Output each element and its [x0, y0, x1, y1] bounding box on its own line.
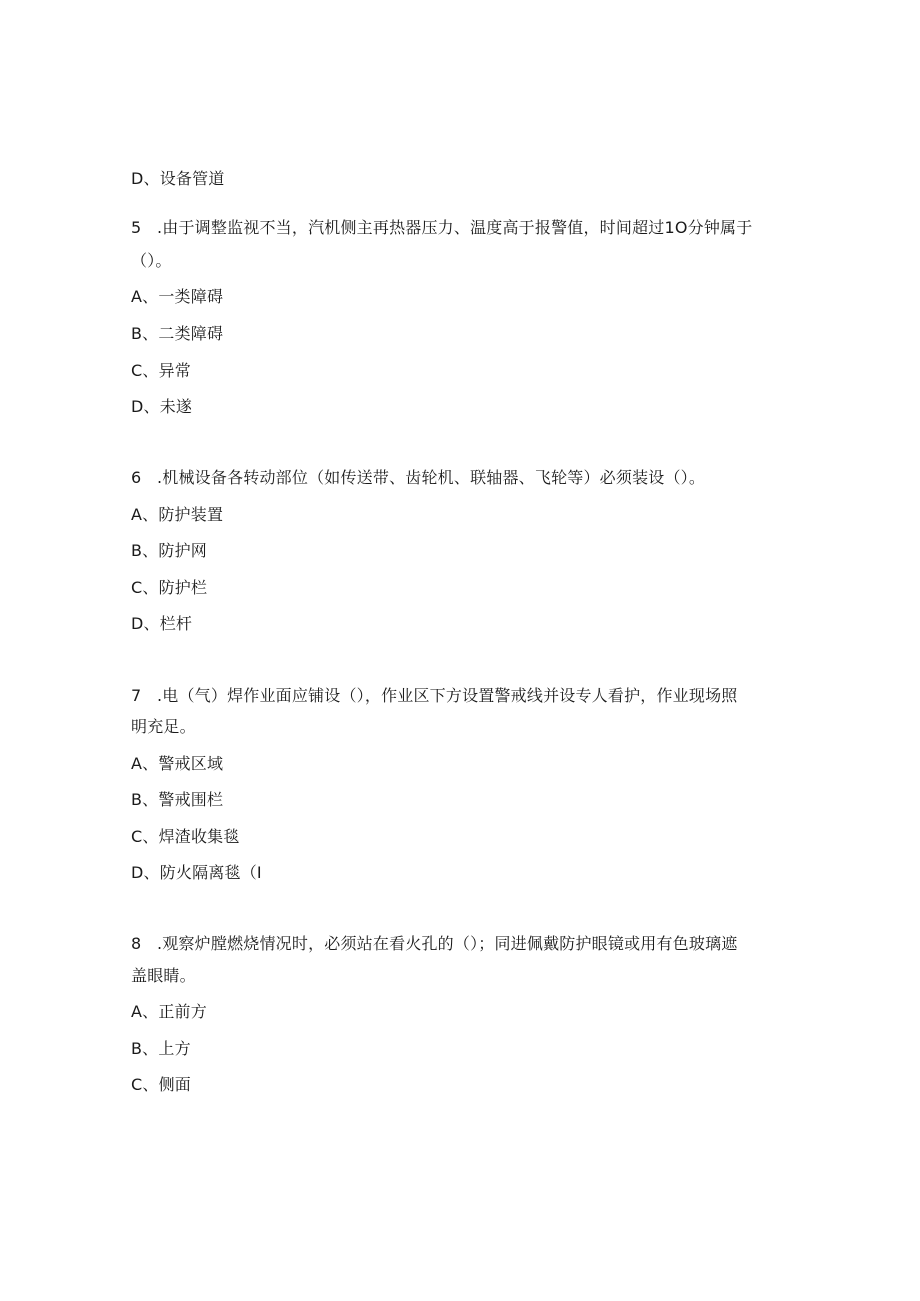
question-number: 6 [131, 468, 142, 487]
question-8 [131, 936, 738, 952]
q8-option-b: B、上方 [131, 1039, 191, 1058]
q8-option-a: A、正前方 [131, 1002, 207, 1021]
question-7-continuation: 明充足。 [131, 717, 196, 736]
question-number: 5 [131, 218, 142, 237]
q5-option-a: A、一类障碍 [131, 287, 224, 306]
q6-option-c: C、防护栏 [131, 578, 208, 597]
question-text: .由于调整监视不当，汽机侧主再热器压力、温度高于报警值，时间超过1O分钟属于 [157, 218, 753, 237]
q7-option-a: A、警戒区域 [131, 754, 224, 773]
question-8-continuation: 盖眼睛。 [131, 966, 196, 985]
q7-option-b: B、警戒围栏 [131, 790, 224, 809]
question-number: 8 [131, 934, 142, 953]
question-6 [131, 470, 705, 486]
question-text: .观察炉膛燃烧情况时，必须站在看火孔的（）；同进佩戴防护眼镜或用有色玻璃遮 [157, 934, 738, 953]
q5-option-b: B、二类障碍 [131, 324, 224, 343]
question-number: 7 [131, 686, 142, 705]
question-7 [131, 688, 738, 704]
question-text: .电（气）焊作业面应铺设（），作业区下方设置警戒线并设专人看护，作业现场照 [157, 686, 738, 705]
question-text: .机械设备各转动部位（如传送带、齿轮机、联轴器、飞轮等）必须装设（）。 [157, 468, 706, 487]
q6-option-b: B、防护网 [131, 541, 207, 560]
q5-option-d: D、未遂 [131, 397, 193, 416]
question-5-continuation: （）。 [131, 251, 172, 270]
q6-option-d: D、栏杆 [131, 614, 193, 633]
question-5 [131, 220, 752, 236]
q7-option-c: C、焊渣收集毯 [131, 827, 240, 846]
q7-option-d: D、防火隔离毯（I [131, 863, 262, 882]
q6-option-a: A、防护装置 [131, 505, 224, 524]
q8-option-c: C、侧面 [131, 1075, 191, 1094]
q5-option-c: C、异常 [131, 361, 191, 380]
option-d-previous: D、设备管道 [131, 169, 225, 188]
